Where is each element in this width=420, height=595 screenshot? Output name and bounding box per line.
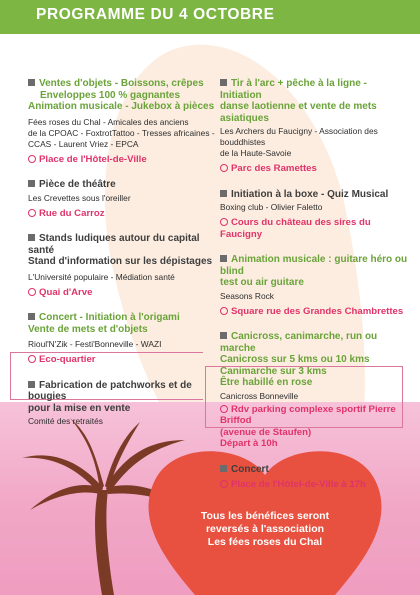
bullet-square-icon	[220, 190, 227, 197]
event-departure-time: Départ à 10h	[220, 438, 278, 449]
benefits-line-2: reversés à l'association	[205, 523, 325, 535]
event-item	[220, 331, 410, 450]
location-pin-icon	[28, 209, 36, 217]
event-organizer: Fées roses du Chal - Amicales des anciens	[28, 116, 189, 127]
event-title: Concert	[231, 463, 269, 475]
event-location-detail: (avenue de Staufen)	[220, 426, 312, 438]
right-column	[220, 78, 410, 505]
event-location: Cours du château des sires du Faucigny	[220, 217, 371, 240]
location-pin-icon	[220, 405, 228, 413]
bullet-square-icon	[220, 255, 227, 262]
benefits-line-3: Les fées roses du Chal	[207, 536, 323, 548]
event-item	[220, 189, 410, 241]
event-title: Initiation à la boxe - Quiz Musical	[231, 188, 389, 200]
event-item	[28, 78, 218, 165]
event-title: Animation musicale : guitare héro ou blind	[220, 254, 408, 277]
event-title: Pièce de théâtre	[39, 179, 116, 190]
event-subtitle: Être habillé en rose	[220, 377, 313, 388]
event-organizer: CCAS - Laurent Vriez - EPCA	[28, 138, 139, 149]
event-subtitle: Stand d'information sur les dépistages	[28, 256, 213, 267]
bullet-square-icon	[28, 381, 35, 388]
event-organizer: Boxing club - Olivier Faletto	[220, 202, 323, 212]
bullet-square-icon	[28, 180, 35, 187]
event-location: Place de l'Hôtel-de-Ville	[39, 153, 147, 165]
event-subtitle: Animation musicale - Jukebox à pièces	[28, 101, 215, 112]
page-title: PROGRAMME DU 4 OCTOBRE	[36, 6, 275, 23]
event-title: Concert - Initiation à l'origami	[39, 312, 180, 323]
benefits-message	[150, 510, 380, 549]
event-subtitle: Canimarche sur 3 kms	[220, 365, 327, 377]
event-organizer: Les Archers du Faucigny - Association des bouddhistes	[220, 126, 378, 147]
event-organizer: Seasons Rock	[220, 290, 274, 301]
event-location: Square rue des Grandes Chambrettes	[231, 305, 404, 317]
event-title: Canicross, canimarche, run ou marche	[220, 331, 378, 354]
bullet-square-icon	[220, 332, 227, 339]
bullet-square-icon	[28, 234, 35, 241]
header-bar	[0, 0, 420, 34]
event-subtitle: Enveloppes 100 % gagnantes	[40, 89, 181, 101]
event-title: Fabrication de patchworks et de bougies	[28, 379, 192, 402]
event-subtitle: pour la mise en vente	[28, 402, 131, 414]
event-item	[220, 254, 410, 317]
left-column	[28, 78, 218, 441]
location-pin-icon	[28, 355, 36, 363]
event-location: Parc des Ramettes	[231, 163, 317, 174]
event-title: Stands ludiques autour du capital santé	[28, 233, 200, 256]
event-organizer: Comité des retraités	[28, 416, 103, 426]
event-organizer: Rioul'N'Zik - Festi'Bonneville - WAZI	[28, 339, 162, 349]
location-pin-icon	[28, 155, 36, 163]
event-location: Place de l'Hôtel-de-Ville à 17h	[231, 479, 366, 490]
event-item	[220, 464, 410, 491]
event-item	[28, 179, 218, 219]
event-location: Rdv parking complexe sportif Pierre Briffod	[220, 403, 396, 426]
bullet-square-icon	[220, 79, 227, 86]
event-location: Quai d'Arve	[39, 286, 93, 298]
event-item	[220, 78, 410, 175]
event-item	[28, 312, 218, 366]
location-pin-icon	[220, 218, 228, 226]
event-location: Eco-quartier	[39, 354, 96, 365]
event-subtitle: danse laotienne et vente de mets asiatiques	[220, 101, 377, 124]
location-pin-icon	[28, 288, 36, 296]
location-pin-icon	[220, 307, 228, 315]
event-organizer: Canicross Bonneville	[220, 390, 299, 401]
event-item	[28, 380, 218, 428]
benefits-line-1: Tous les bénéfices seront	[200, 510, 330, 522]
event-organizer: de la CPOAC - FoxtrotTattoo - Tresses africaines -	[28, 127, 215, 138]
event-subtitle: test ou air guitare	[220, 277, 304, 288]
event-item	[28, 233, 218, 298]
event-subtitle: Canicross sur 5 kms ou 10 kms	[220, 354, 370, 365]
location-pin-icon	[220, 480, 228, 488]
event-location: Rue du Carroz	[39, 207, 105, 219]
bullet-square-icon	[28, 79, 35, 86]
event-title: Tir à l'arc + pêche à la ligne - Initiation	[220, 78, 367, 101]
bullet-square-icon	[28, 313, 35, 320]
event-organizer: Les Crevettes sous l'oreiller	[28, 192, 131, 203]
bullet-square-icon	[220, 465, 227, 472]
event-organizer: de la Haute-Savoie	[220, 148, 292, 158]
event-subtitle: Vente de mets et d'objets	[28, 323, 148, 335]
event-title: Ventes d'objets - Boissons, crêpes	[39, 78, 204, 89]
location-pin-icon	[220, 164, 228, 172]
event-organizer: L'Université populaire - Médiation santé	[28, 271, 175, 282]
